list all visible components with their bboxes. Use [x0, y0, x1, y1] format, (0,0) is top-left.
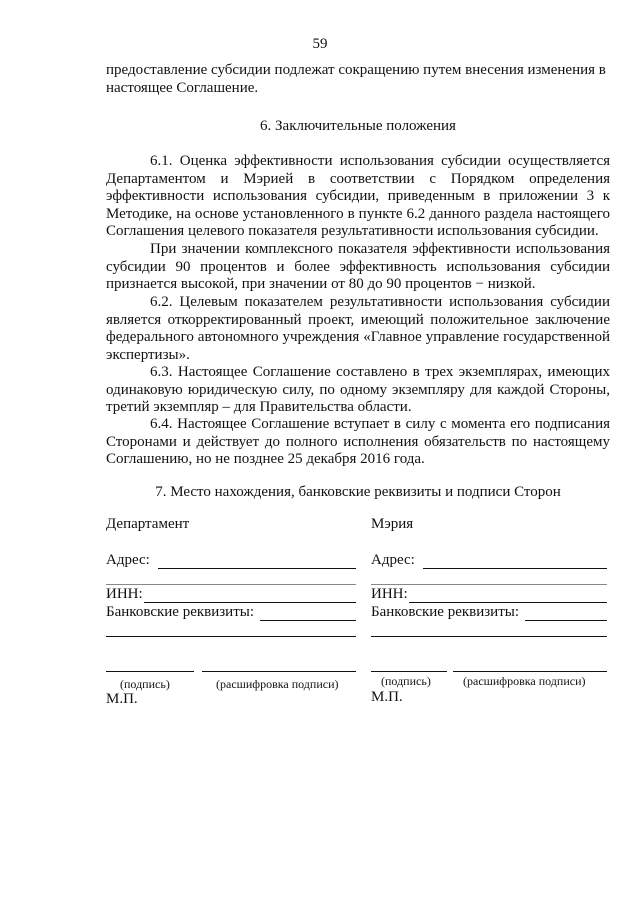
address-label: Адрес: [371, 552, 415, 568]
bank-line-2 [371, 636, 607, 637]
party-name: Департамент [106, 516, 190, 532]
inn-label: ИНН: [371, 586, 408, 602]
address-line [423, 568, 607, 569]
address-line [158, 568, 356, 569]
bank-line [525, 620, 607, 621]
bank-line [260, 620, 356, 621]
signature-caption: (подпись) [381, 674, 431, 688]
section-7-title: 7. Место нахождения, банковские реквизиты и подписи Сторон [155, 484, 561, 500]
paragraph-6-3: 6.3. Настоящее Соглашение составлено в трех экземплярах, имеющих одинаковую юридическую силу, по одному экземпляру для каждой Стороны, третий экземпляр – для Правительства области. [106, 364, 610, 415]
address-line-2 [371, 584, 607, 585]
bank-label: Банковские реквизиты: [371, 604, 520, 620]
signature-caption: (подпись) [120, 677, 170, 691]
paragraph-6-1: 6.1. Оценка эффективности использования субсидии осуществляется Департаментом и Мэрией в соответствии с Порядком определения эффективности использования субсидии, приведенным в приложении 3 к Методике, на основе установленного в пункте 6.2 данного раздела настоящего Соглашения целевого показателя результативности использования субсидии. [106, 153, 610, 239]
intro-line: предоставление субсидии подлежат сокращению путем внесения изменения в [106, 62, 606, 78]
bank-label: Банковские реквизиты: [106, 604, 255, 620]
address-label: Адрес: [106, 552, 150, 568]
decode-caption: (расшифровка подписи) [463, 674, 586, 688]
address-line-2 [106, 584, 356, 585]
stamp-label: М.П. [371, 689, 403, 705]
inn-label: ИНН: [106, 586, 143, 602]
decode-line [453, 671, 607, 672]
signature-line [106, 671, 194, 672]
party-name: Мэрия [371, 516, 414, 532]
paragraph-6-1-b: При значении комплексного показателя эффективности использования субсидии 90 процентов и более эффективность использования субсидии признается высокой, при значении от 80 до 90 процентов − низкой. [106, 241, 610, 292]
intro-paragraph [106, 62, 610, 97]
bank-line-2 [106, 636, 356, 637]
inn-line [409, 602, 607, 603]
inn-line [144, 602, 356, 603]
section-6-title: 6. Заключительные положения [260, 118, 456, 134]
party-department [106, 516, 356, 716]
signature-line [371, 671, 447, 672]
decode-caption: (расшифровка подписи) [216, 677, 339, 691]
party-mayoralty [371, 516, 609, 716]
intro-line: настоящее Соглашение. [106, 79, 259, 96]
page-number: 59 [312, 36, 328, 52]
stamp-label: М.П. [106, 691, 138, 707]
paragraph-6-2: 6.2. Целевым показателем результативности использования субсидии является откорректированный проект, имеющий положительное заключение федерального автономного учреждения «Главное управление государственной экспертизы». [106, 294, 610, 363]
decode-line [202, 671, 356, 672]
paragraph-6-4: 6.4. Настоящее Соглашение вступает в силу с момента его подписания Сторонами и действует до полного исполнения обязательств по настоящему Соглашению, но не позднее 25 декабря 2016 года. [106, 416, 610, 467]
